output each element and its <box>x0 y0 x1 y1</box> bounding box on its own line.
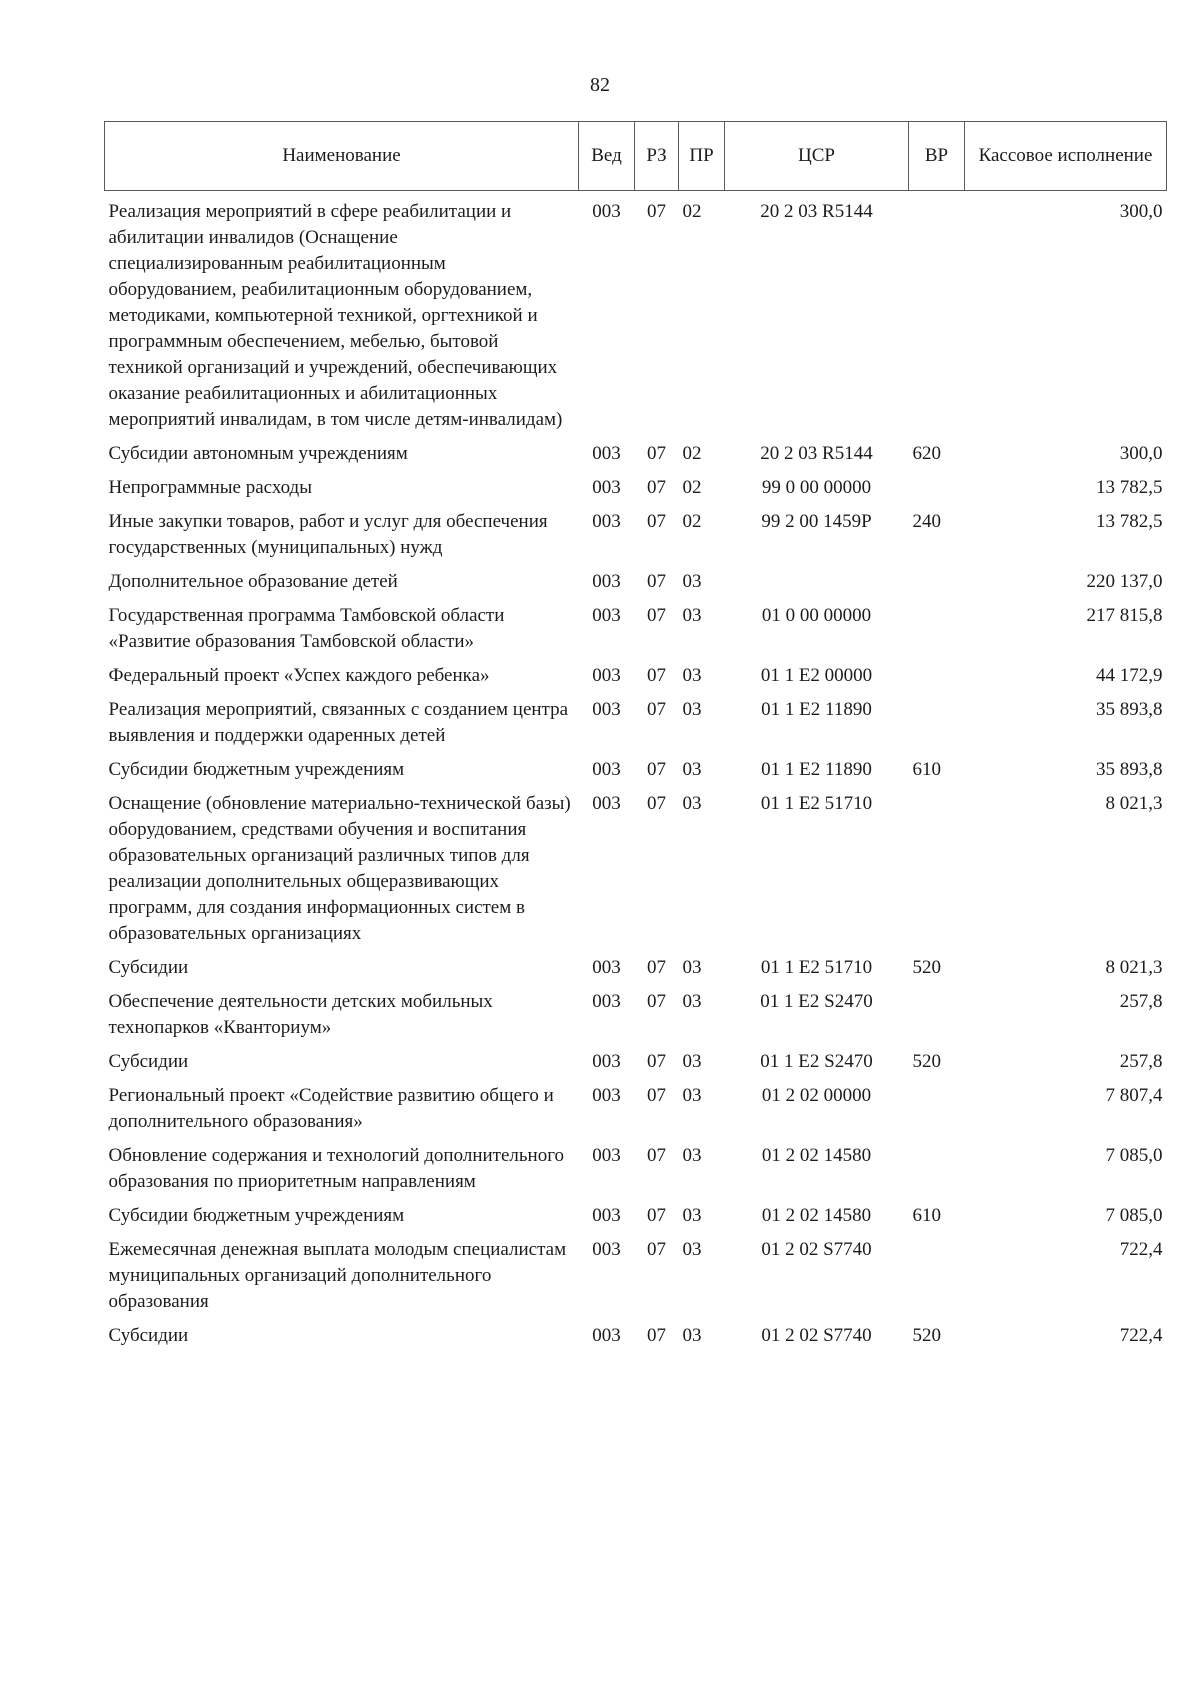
row-rz: 07 <box>647 991 666 1012</box>
row-ved: 003 <box>592 665 621 686</box>
row-vr <box>909 191 965 442</box>
row-amount: 722,4 <box>1119 1239 1163 1260</box>
row-vr <box>909 663 965 697</box>
header-pr: ПР <box>679 122 725 191</box>
table-row <box>105 791 1167 955</box>
row-name: Оснащение (обновление материально-технической базы) оборудованием, средствами обучения и воспитания образовательных организаций различных типов для реализации дополнительных общеразвивающих программ, для создания информационных систем в образовательных организациях <box>108 793 571 944</box>
table-row <box>105 1323 1167 1357</box>
header-ved: Вед <box>579 122 635 191</box>
table-row <box>105 955 1167 989</box>
row-amount: 300,0 <box>1119 201 1163 222</box>
row-name: Субсидии <box>108 1325 189 1346</box>
row-vr <box>909 697 965 757</box>
row-pr: 03 <box>682 1239 702 1260</box>
row-amount: 35 893,8 <box>1096 759 1163 780</box>
row-csr: 01 0 00 00000 <box>761 605 872 626</box>
row-amount: 7 085,0 <box>1105 1205 1163 1226</box>
row-name: Субсидии <box>108 1051 189 1072</box>
row-ved: 003 <box>592 1239 621 1260</box>
row-csr: 01 1 E2 51710 <box>760 957 873 978</box>
row-rz: 07 <box>647 793 666 814</box>
row-amount: 300,0 <box>1119 443 1163 464</box>
row-vr: 520 <box>912 957 941 978</box>
row-amount: 13 782,5 <box>1096 511 1163 532</box>
table-row <box>105 1203 1167 1237</box>
row-vr <box>909 569 965 603</box>
table-row <box>105 603 1167 663</box>
page-number: 82 <box>590 74 610 96</box>
row-rz: 07 <box>647 201 666 222</box>
row-pr: 03 <box>682 605 702 626</box>
row-rz: 07 <box>647 1085 666 1106</box>
row-vr <box>909 1237 965 1323</box>
row-vr <box>909 475 965 509</box>
row-name: Государственная программа Тамбовской области «Развитие образования Тамбовской области» <box>108 605 505 652</box>
header-vr: ВР <box>909 122 965 191</box>
row-ved: 003 <box>592 957 621 978</box>
table-row <box>105 1143 1167 1203</box>
row-ved: 003 <box>592 1325 621 1346</box>
table-row <box>105 509 1167 569</box>
row-amount: 257,8 <box>1119 991 1163 1012</box>
row-rz: 07 <box>647 511 666 532</box>
row-name: Непрограммные расходы <box>108 477 312 498</box>
budget-table <box>104 121 1167 1357</box>
row-rz: 07 <box>647 1145 666 1166</box>
table-row <box>105 757 1167 791</box>
row-amount: 217 815,8 <box>1086 605 1163 626</box>
row-ved: 003 <box>592 699 621 720</box>
row-csr: 20 2 03 R5144 <box>760 443 873 464</box>
row-vr: 610 <box>912 759 941 780</box>
row-csr: 01 1 E2 S2470 <box>760 1051 873 1072</box>
row-name: Дополнительное образование детей <box>108 571 398 592</box>
row-csr: 01 2 02 S7740 <box>761 1239 872 1260</box>
row-amount: 8 021,3 <box>1105 793 1163 814</box>
row-vr <box>909 1143 965 1203</box>
row-csr: 01 1 E2 00000 <box>760 665 873 686</box>
row-vr: 520 <box>912 1051 941 1072</box>
row-pr: 03 <box>682 571 702 592</box>
row-csr: 01 2 02 S7740 <box>761 1325 872 1346</box>
row-rz: 07 <box>647 957 666 978</box>
row-amount: 8 021,3 <box>1105 957 1163 978</box>
header-amount: Кассовое исполнение <box>965 122 1167 191</box>
row-pr: 03 <box>682 957 702 978</box>
row-csr: 01 2 02 00000 <box>761 1085 872 1106</box>
row-name: Обновление содержания и технологий дополнительного образования по приоритетным направлениям <box>108 1145 565 1192</box>
row-rz: 07 <box>647 1325 666 1346</box>
row-pr: 03 <box>682 793 702 814</box>
row-ved: 003 <box>592 443 621 464</box>
row-name: Иные закупки товаров, работ и услуг для обеспечения государственных (муниципальных) нужд <box>108 511 548 558</box>
table-row <box>105 1049 1167 1083</box>
row-name: Федеральный проект «Успех каждого ребенка» <box>108 665 490 686</box>
row-csr <box>725 569 909 603</box>
row-amount: 722,4 <box>1119 1325 1163 1346</box>
table-row <box>105 697 1167 757</box>
row-rz: 07 <box>647 1051 666 1072</box>
row-pr: 02 <box>682 477 702 498</box>
row-pr: 03 <box>682 1145 702 1166</box>
row-pr: 03 <box>682 1051 702 1072</box>
row-rz: 07 <box>647 477 666 498</box>
row-pr: 03 <box>682 1085 702 1106</box>
row-name: Обеспечение деятельности детских мобильных технопарков «Кванториум» <box>108 991 493 1038</box>
row-pr: 02 <box>682 201 702 222</box>
table-row <box>105 441 1167 475</box>
row-ved: 003 <box>592 1145 621 1166</box>
row-amount: 35 893,8 <box>1096 699 1163 720</box>
row-csr: 01 2 02 14580 <box>761 1205 872 1226</box>
row-name: Ежемесячная денежная выплата молодым специалистам муниципальных организаций дополнительного образования <box>108 1239 567 1312</box>
row-vr <box>909 791 965 955</box>
header-name: Наименование <box>105 122 579 191</box>
row-name: Реализация мероприятий, связанных с созданием центра выявления и поддержки одаренных детей <box>108 699 569 746</box>
row-csr: 01 1 E2 11890 <box>761 699 872 720</box>
table-body <box>105 191 1167 1358</box>
row-ved: 003 <box>592 759 621 780</box>
row-amount: 257,8 <box>1119 1051 1163 1072</box>
row-amount: 7 807,4 <box>1105 1085 1163 1106</box>
row-pr: 03 <box>682 1205 702 1226</box>
row-rz: 07 <box>647 1239 666 1260</box>
row-ved: 003 <box>592 1085 621 1106</box>
row-ved: 003 <box>592 477 621 498</box>
row-vr <box>909 989 965 1049</box>
table-row <box>105 191 1167 442</box>
row-ved: 003 <box>592 605 621 626</box>
row-pr: 02 <box>682 443 702 464</box>
row-pr: 03 <box>682 991 702 1012</box>
row-vr: 620 <box>912 443 941 464</box>
table-row <box>105 1083 1167 1143</box>
row-amount: 7 085,0 <box>1105 1145 1163 1166</box>
row-pr: 03 <box>682 665 702 686</box>
row-csr: 99 2 00 1459Р <box>761 511 872 532</box>
row-ved: 003 <box>592 1205 621 1226</box>
row-ved: 003 <box>592 571 621 592</box>
header-rz: РЗ <box>635 122 679 191</box>
row-name: Субсидии бюджетным учреждениям <box>108 759 405 780</box>
table-row <box>105 989 1167 1049</box>
row-ved: 003 <box>592 201 621 222</box>
row-rz: 07 <box>647 605 666 626</box>
table-row <box>105 663 1167 697</box>
row-name: Субсидии <box>108 957 189 978</box>
row-csr: 01 1 E2 11890 <box>761 759 872 780</box>
row-rz: 07 <box>647 759 666 780</box>
row-amount: 220 137,0 <box>1086 571 1163 592</box>
row-name: Реализация мероприятий в сфере реабилитации и абилитации инвалидов (Оснащение специализированным реабилитационным оборудованием, реабилитационным оборудованием, методиками, компьютерной техникой, оргтехникой и программным обеспечением, мебелью, бытовой техникой организаций и учреждений, обеспечивающих оказание реабилитационных и абилитационных мероприятий инвалидам, в том числе детям-инвалидам) <box>108 201 563 430</box>
row-ved: 003 <box>592 793 621 814</box>
row-name: Субсидии автономным учреждениям <box>108 443 408 464</box>
row-vr: 240 <box>912 511 941 532</box>
row-amount: 13 782,5 <box>1096 477 1163 498</box>
row-rz: 07 <box>647 699 666 720</box>
row-name: Субсидии бюджетным учреждениям <box>108 1205 405 1226</box>
row-rz: 07 <box>647 571 666 592</box>
row-csr: 01 2 02 14580 <box>761 1145 872 1166</box>
row-rz: 07 <box>647 443 666 464</box>
header-csr: ЦСР <box>725 122 909 191</box>
row-csr: 01 1 E2 S2470 <box>760 991 873 1012</box>
row-csr: 20 2 03 R5144 <box>760 201 873 222</box>
row-csr: 01 1 E2 51710 <box>760 793 873 814</box>
row-pr: 03 <box>682 699 702 720</box>
row-ved: 003 <box>592 1051 621 1072</box>
table-row <box>105 569 1167 603</box>
row-pr: 02 <box>682 511 702 532</box>
row-pr: 03 <box>682 759 702 780</box>
row-vr: 610 <box>912 1205 941 1226</box>
row-ved: 003 <box>592 991 621 1012</box>
table-row <box>105 1237 1167 1323</box>
table-header <box>105 122 1167 191</box>
row-vr <box>909 603 965 663</box>
row-ved: 003 <box>592 511 621 532</box>
row-rz: 07 <box>647 1205 666 1226</box>
header-row <box>105 122 1167 191</box>
row-rz: 07 <box>647 665 666 686</box>
row-vr: 520 <box>912 1325 941 1346</box>
row-amount: 44 172,9 <box>1096 665 1163 686</box>
table-row <box>105 475 1167 509</box>
row-name: Региональный проект «Содействие развитию общего и дополнительного образования» <box>108 1085 554 1132</box>
row-vr <box>909 1083 965 1143</box>
row-csr: 99 0 00 00000 <box>761 477 872 498</box>
row-pr: 03 <box>682 1325 702 1346</box>
